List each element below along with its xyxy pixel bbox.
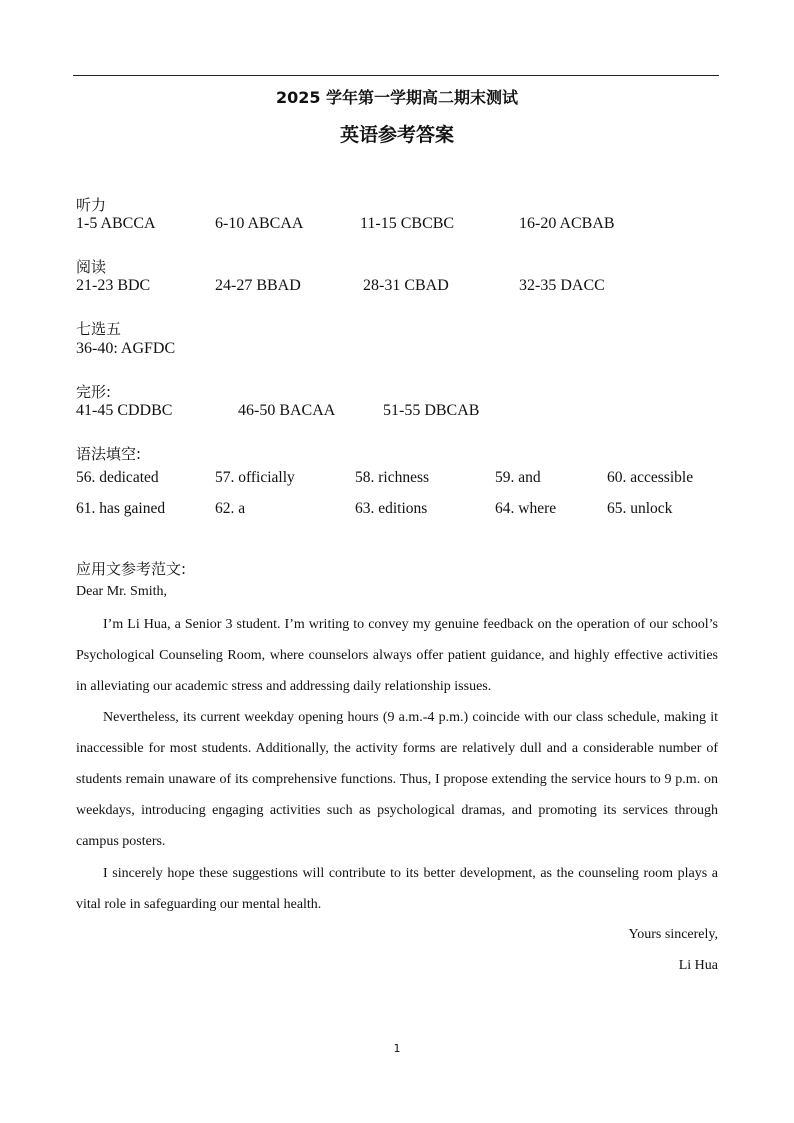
grammar-answer: 62. a xyxy=(215,500,246,517)
reading-answer: 28-31 CBAD xyxy=(363,277,449,294)
grammar-answer: 64. where xyxy=(495,500,557,517)
grammar-answer: 58. richness xyxy=(355,469,430,486)
cloze-answer: 46-50 BACAA xyxy=(238,402,336,419)
reading-answer: 21-23 BDC xyxy=(76,277,151,294)
reading-heading: 阅读 xyxy=(76,258,107,276)
seven-five-answer: 36-40: AGFDC xyxy=(76,340,176,357)
listening-heading: 听力 xyxy=(76,196,107,214)
cloze-answer: 41-45 CDDBC xyxy=(76,402,173,419)
seven-five-heading: 七选五 xyxy=(76,320,122,338)
reading-answer: 24-27 BBAD xyxy=(215,277,301,294)
letter-salutation: Dear Mr. Smith, xyxy=(76,584,167,599)
page-number: 1 xyxy=(393,1042,401,1055)
cloze-heading: 完形: xyxy=(76,383,112,401)
essay-label: 应用文参考范文: xyxy=(76,560,187,578)
reading-answers-row xyxy=(0,277,794,299)
grammar-answers-row xyxy=(0,500,794,522)
grammar-answer: 56. dedicated xyxy=(76,469,159,486)
listening-answer: 6-10 ABCAA xyxy=(215,215,304,232)
letter-paragraph: I sincerely hope these suggestions will contribute to its better development, as the counseling room plays a vital role in safeguarding our mental health. xyxy=(76,866,718,912)
listening-answer: 11-15 CBCBC xyxy=(360,215,455,232)
cloze-answers-row xyxy=(0,402,794,424)
grammar-answer: 57. officially xyxy=(215,469,295,486)
letter-closing: Yours sincerely, xyxy=(628,927,718,942)
letter-signature: Li Hua xyxy=(678,958,718,973)
grammar-answer: 59. and xyxy=(495,469,541,486)
header-rule xyxy=(73,75,719,76)
exam-title: 2025 学年第一学期高二期末测试 xyxy=(275,88,519,107)
listening-answers-row xyxy=(0,215,794,237)
grammar-answer: 65. unlock xyxy=(607,500,673,517)
listening-answer: 16-20 ACBAB xyxy=(519,215,615,232)
grammar-heading: 语法填空: xyxy=(76,445,142,463)
answer-key-title: 英语参考答案 xyxy=(339,124,454,146)
letter-paragraph: I’m Li Hua, a Senior 3 student. I’m writing to convey my genuine feedback on the operation of our school’s Psychological Counseling Room, where counselors always offer patient guidance, and highly effective activities in alleviating our academic stress and addressing daily relationship issues. xyxy=(76,617,718,694)
cloze-answer: 51-55 DBCAB xyxy=(383,402,480,419)
grammar-answer: 61. has gained xyxy=(76,500,166,517)
reading-answer: 32-35 DACC xyxy=(519,277,605,294)
grammar-answer: 60. accessible xyxy=(607,469,694,486)
grammar-answer: 63. editions xyxy=(355,500,428,517)
grammar-answers-row xyxy=(0,469,794,491)
listening-answer: 1-5 ABCCA xyxy=(76,215,156,232)
letter-paragraph: Nevertheless, its current weekday opening hours (9 a.m.-4 p.m.) coincide with our class schedule, making it inaccessible for most students. Additionally, the activity forms are relatively dull and a considerable number of students remain unaware of its comprehensive functions. Thus, I propose extending the service hours to 9 p.m. on weekdays, introducing engaging activities such as psychological dramas, and promoting its services through campus posters. xyxy=(76,710,718,849)
seven-five-answers-row xyxy=(0,340,794,362)
